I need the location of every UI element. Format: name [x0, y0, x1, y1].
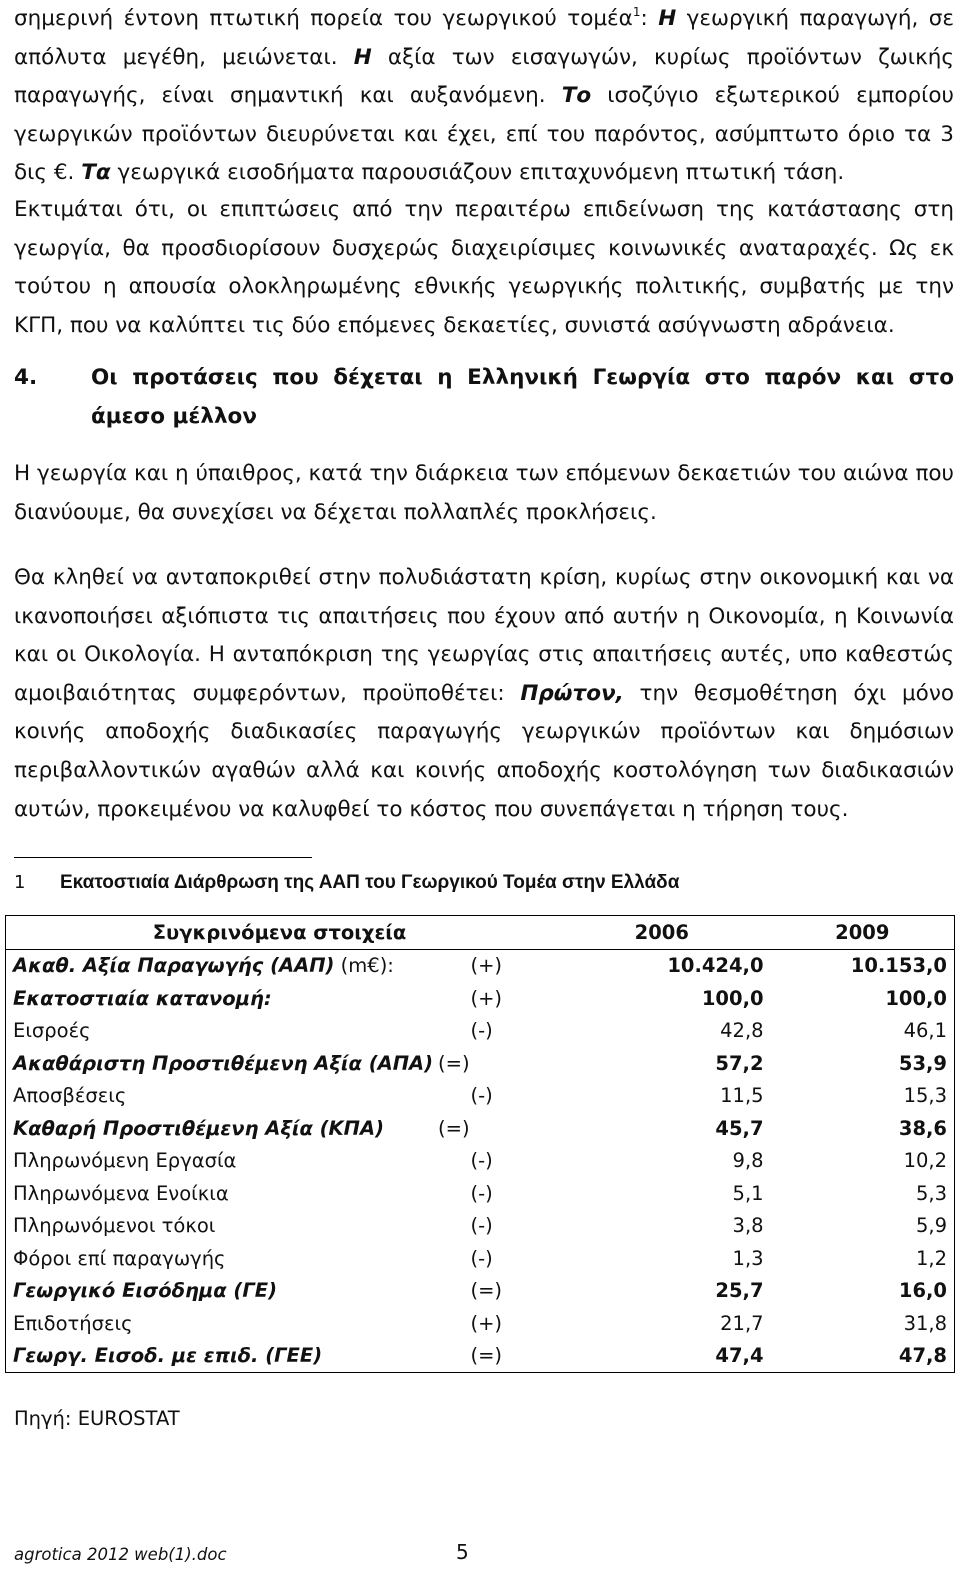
paragraph-agri-decline: σημερινή έντονη πτωτική πορεία του γεωργικού τομέα$^1$: Η γεωργική παραγωγή, σε απόλυτα μεγέθη, μειώνεται. Η αξία των εισαγωγών, κυρίως προϊόντων ζωικής παραγωγής, είναι σημαντική και αυξανόμενη. Το ισοζύγιο εξωτερικού εμπορίου γεωργικών προϊόντων διευρύνεται και έχει, επί του παρόντος, ασύμπτωτο όριο τα 3 δις €. Τα γεωργικά εισοδήματα παρουσιάζουν επιταχυνόμενη πτωτική τάση.	[14, 5, 954, 186]
table-row: Ακαθ. Αξία Παραγωγής (ΑΑΠ) (m€): (+) 10.424,0 10.153,0	[13, 954, 947, 978]
table-row: Αποσβέσεις (-) 11,5 15,3	[13, 1084, 947, 1108]
section-number: 4.	[14, 365, 38, 390]
table-header-row	[6, 916, 955, 950]
paragraph-challenges: Η γεωργία και η ύπαιθρος, κατά την διάρκεια των επόμενων δεκαετιών του αιώνα που διανύουμε, θα συνεχίσει να δέχεται πολλαπλές προκλήσεις.	[14, 461, 954, 525]
table-row: Ακαθάριστη Προστιθέμενη Αξία (ΑΠΑ) (=) 57,2 53,9	[13, 1051, 947, 1075]
footer-filename: agrotica 2012 web(1).doc	[14, 1545, 227, 1564]
section-heading	[14, 359, 954, 436]
table-row: Καθαρή Προστιθέμενη Αξία (ΚΠΑ) (=) 45,7 38,6	[13, 1116, 947, 1140]
section-title: Οι προτάσεις που δέχεται η Ελληνική Γεωργία στο παρόν και στο άμεσο μέλλον	[91, 365, 954, 429]
table-row: Γεωργ. Εισοδ. με επιδ. (ΓΕΕ) (=) 47,4 47,8	[13, 1344, 947, 1368]
table-row: Εκατοστιαία κατανομή: (+) 100,0 100,0	[13, 986, 947, 1010]
table-row: Πληρωνόμενα Ενοίκια (-) 5,1 5,3	[13, 1181, 947, 1205]
table-row: Πληρωνόμενοι τόκοι (-) 3,8 5,9	[13, 1214, 947, 1238]
table-row: Επιδοτήσεις (+) 21,7 31,8	[13, 1311, 947, 1335]
table-row: Εισροές (-) 42,8 46,1	[13, 1019, 947, 1043]
paragraph-requirements: Θα κληθεί να ανταποκριθεί στην πολυδιάστατη κρίση, κυρίως στην οικονομική και να ικανοποιήσει αξιόπιστα τις απαιτήσεις που έχουν από αυτήν η Οικονομία, η Κοινωνία και οι Οικολογία. Η ανταπόκριση της γεωργίας στις απαιτήσεις αυτές, υπο καθεστώς αμοιβαιότητας συμφερόντων, προϋποθέτει: Πρώτον, την θεσμοθέτηση όχι μόνο κοινής αποδοχής διαδικασίες παραγωγής γεωργικών προϊόντων και δημόσιων περιβαλλοντικών αγαθών αλλά και κοινής αποδοχής κοστολόγηση των διαδικασιών αυτών, προκειμένου να καλυφθεί το κόστος που συνεπάγεται η τήρηση τους.	[14, 565, 954, 822]
page-number: 5	[456, 1540, 469, 1564]
header-year-2009: 2009	[771, 916, 955, 950]
table-row: Πληρωνόμενη Εργασία (-) 9,8 10,2	[13, 1149, 947, 1173]
table-row: Γεωργικό Εισόδημα (ΓΕ) (=) 25,7 16,0	[13, 1279, 947, 1303]
paragraph-social-unrest: Εκτιμάται ότι, οι επιπτώσεις από την περαιτέρω επιδείνωση της κατάστασης στη γεωργία, θα προσδιορίσουν δυσχερώς διαχειρίσιμες κοινωνικές αναταραχές. Ως εκ τούτου η απουσία ολοκληρωμένης εθνικής γεωργικής πολιτικής, συμβατής με την ΚΓΠ, που να καλύπτει τις δύο επόμενες δεκαετίες, συνιστά ασύγνωστη αδράνεια.	[14, 197, 954, 338]
gva-structure-table	[5, 915, 955, 1373]
footnote-separator	[14, 857, 312, 858]
footnote-ref[interactable]: 1	[632, 5, 641, 19]
table-row: Φόροι επί παραγωγής (-) 1,3 1,2	[13, 1246, 947, 1270]
footnote-number: 1	[14, 872, 26, 893]
header-year-2006: 2006	[553, 916, 771, 950]
footnote	[14, 872, 679, 894]
header-label: Συγκρινόμενα στοιχεία	[6, 916, 554, 950]
source-note: Πηγή: EUROSTAT	[14, 1407, 180, 1430]
footnote-text: Εκατοστιαία Διάρθρωση της ΑΑΠ του Γεωργικού Τομέα στην Ελλάδα	[60, 872, 680, 893]
